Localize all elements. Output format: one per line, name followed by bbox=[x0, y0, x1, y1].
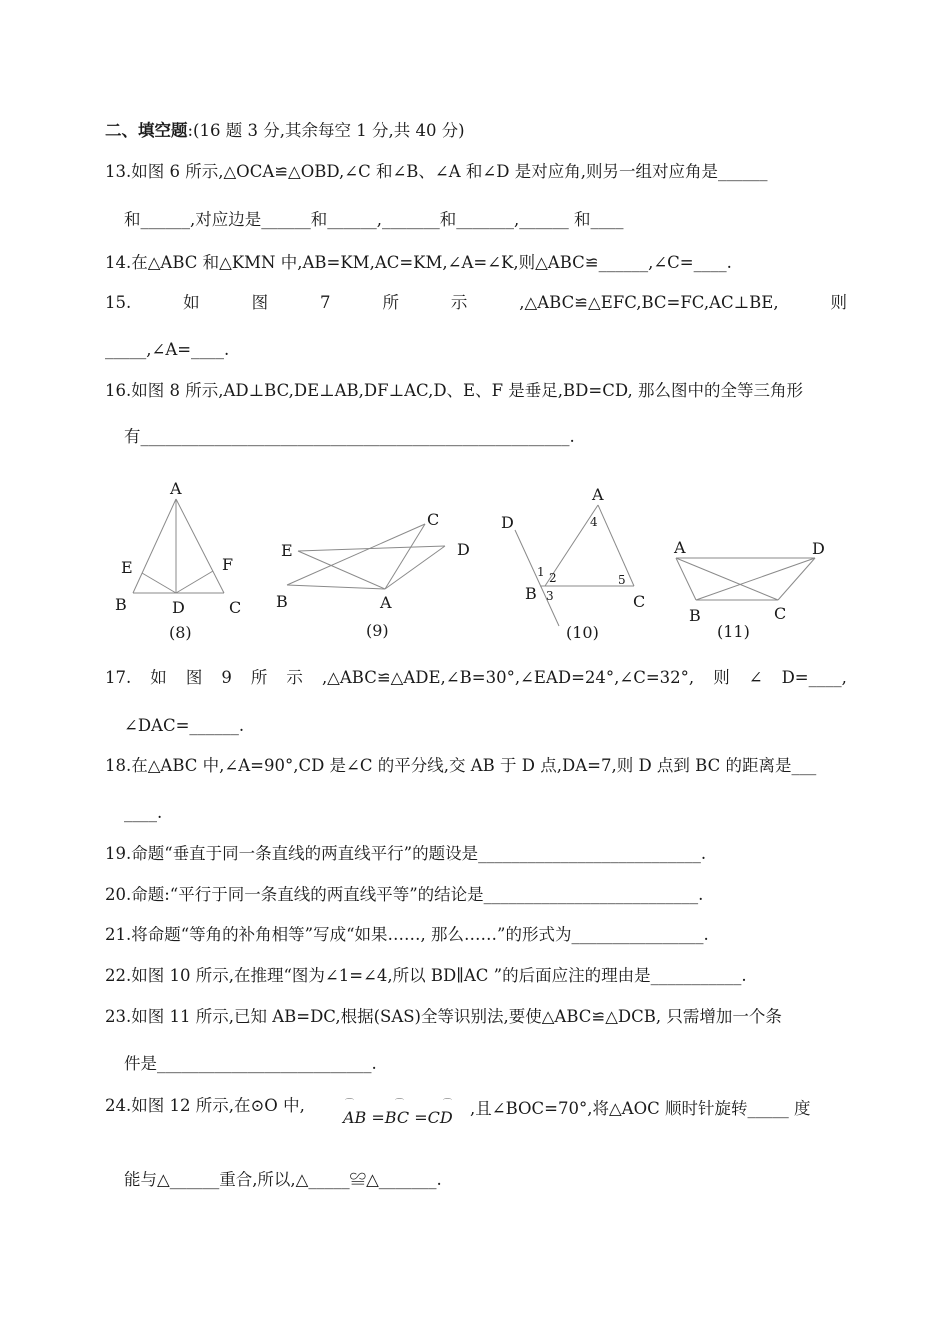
q18-line1: 18.在△ABC 中,∠A=90°,CD 是∠C 的平分线,交 AB 于 D 点,DA=7,则 D 点到 BC 的距离是___ bbox=[105, 756, 817, 775]
q22-line1: 22.如图 10 所示,在推理“图为∠1=∠4,所以 BD∥AC ”的后面应注的理由是___________. bbox=[105, 966, 747, 985]
q17-line2: ∠DAC=______. bbox=[124, 716, 245, 735]
figure-8 bbox=[133, 499, 224, 593]
fig10-label-5: 5 bbox=[618, 573, 626, 587]
fig10-label-1: 1 bbox=[537, 565, 545, 579]
figure-9 bbox=[287, 524, 445, 589]
fig8-label-D: D bbox=[172, 598, 185, 617]
q15-part: 所 bbox=[382, 293, 399, 312]
q24-arc-text: AB =BC =CD bbox=[343, 1108, 453, 1127]
q15-part: 图 bbox=[251, 293, 269, 312]
fig9-label-A: A bbox=[380, 593, 392, 612]
section-heading-label: 二、填空题 bbox=[105, 121, 188, 140]
fig10-label-4: 4 bbox=[590, 515, 598, 529]
q15-line1 bbox=[105, 292, 847, 314]
fig8-label-B: B bbox=[115, 595, 127, 614]
q16-line1: 16.如图 8 所示,AD⊥BC,DE⊥AB,DF⊥AC,D、E、F 是垂足,BD=CD, 那么图中的全等三角形 bbox=[105, 381, 803, 400]
fig8-caption: (8) bbox=[169, 623, 192, 642]
fig8-label-A: A bbox=[170, 479, 182, 498]
fig10-caption: (10) bbox=[566, 623, 599, 642]
fig11-label-C: C bbox=[774, 604, 787, 623]
q13-line2: 和______,对应边是______和______,_______和_______,______ 和____ bbox=[124, 210, 624, 229]
q17-line1 bbox=[105, 667, 847, 689]
fig11-label-D: D bbox=[812, 539, 825, 558]
q15-line2: _____,∠A=____. bbox=[105, 340, 230, 359]
fig10-label-D: D bbox=[501, 513, 514, 532]
arc-mark-icon: ⌒ bbox=[345, 1099, 355, 1109]
section-heading bbox=[105, 120, 850, 142]
q17-part: ∠ bbox=[748, 668, 763, 687]
q24-line2: 能与△______重合,所以,△_____≌△_______. bbox=[124, 1170, 442, 1189]
q15-part: 如 bbox=[183, 293, 200, 312]
fig9-label-D: D bbox=[457, 540, 470, 559]
q17-part: ,△ABC≌△ADE,∠B=30°,∠EAD=24°,∠C=32°, bbox=[321, 668, 695, 687]
fig11-caption: (11) bbox=[717, 622, 750, 641]
q24-arc-expression bbox=[343, 1099, 453, 1127]
q17-part: 如 bbox=[150, 668, 167, 687]
fig10-label-2: 2 bbox=[549, 571, 557, 585]
fig8-label-F: F bbox=[222, 555, 234, 574]
fig9-label-E: E bbox=[281, 541, 293, 560]
q17-part: 9 bbox=[221, 668, 232, 687]
fig8-label-C: C bbox=[229, 598, 242, 617]
q15-part: 则 bbox=[830, 293, 847, 312]
q21-line1: 21.将命题“等角的补角相等”写成“如果……, 那么……”的形式为________________. bbox=[105, 925, 709, 944]
fig10-label-A: A bbox=[592, 485, 604, 504]
fig9-label-B: B bbox=[276, 592, 288, 611]
section-heading-detail: :(16 题 3 分,其余每空 1 分,共 40 分) bbox=[187, 121, 465, 140]
q17-part: 17. bbox=[105, 668, 132, 687]
q17-part: 示 bbox=[286, 668, 303, 687]
q15-part: 示 bbox=[450, 293, 468, 312]
fig10-label-C: C bbox=[633, 592, 646, 611]
q24-line1-head: 24.如图 12 所示,在⊙O 中, bbox=[105, 1096, 305, 1115]
q20-line1: 20.命题:“平行于同一条直线的两直线平等”的结论是__________________________. bbox=[105, 885, 704, 904]
q17-part: 则 bbox=[713, 668, 730, 687]
fig9-label-C: C bbox=[427, 510, 440, 529]
q23-line2: 件是__________________________. bbox=[124, 1054, 377, 1073]
q24-line1-tail: ,且∠BOC=70°,将△AOC 顺时针旋转_____ 度 bbox=[470, 1099, 811, 1118]
fig11-label-A: A bbox=[674, 538, 686, 557]
arc-mark-icon: ⌒ bbox=[443, 1099, 453, 1109]
fig10-label-3: 3 bbox=[546, 589, 554, 603]
fig10-label-B: B bbox=[525, 584, 537, 603]
q15-part: 15. bbox=[105, 293, 132, 312]
q15-part: ,△ABC≌△EFC,BC=FC,AC⊥BE, bbox=[519, 293, 779, 312]
figures-row bbox=[0, 478, 950, 653]
q23-line1: 23.如图 11 所示,已知 AB=DC,根据(SAS)全等识别法,要使△ABC≌△DCB, 只需增加一个条 bbox=[105, 1007, 782, 1026]
q17-part: 所 bbox=[250, 668, 268, 687]
q18-line2: ____. bbox=[124, 803, 163, 822]
arc-mark-icon: ⌒ bbox=[395, 1099, 405, 1109]
q16-line2: 有____________________________________________________. bbox=[124, 427, 575, 446]
q17-part: 图 bbox=[185, 668, 203, 687]
q19-line1: 19.命题“垂直于同一条直线的两直线平行”的题设是___________________________. bbox=[105, 844, 707, 863]
figure-11 bbox=[676, 558, 815, 600]
fig8-label-E: E bbox=[121, 558, 133, 577]
q13-line1: 13.如图 6 所示,△OCA≌△OBD,∠C 和∠B、∠A 和∠D 是对应角,则另一组对应角是______ bbox=[105, 162, 768, 181]
q15-part: 7 bbox=[320, 293, 331, 312]
q14-line1: 14.在△ABC 和△KMN 中,AB=KM,AC=KM,∠A=∠K,则△ABC≌______,∠C=____. bbox=[105, 253, 732, 272]
fig9-caption: (9) bbox=[366, 621, 389, 640]
figure-10 bbox=[515, 505, 634, 626]
q17-part: D=____, bbox=[781, 668, 847, 687]
fig11-label-B: B bbox=[689, 606, 701, 625]
